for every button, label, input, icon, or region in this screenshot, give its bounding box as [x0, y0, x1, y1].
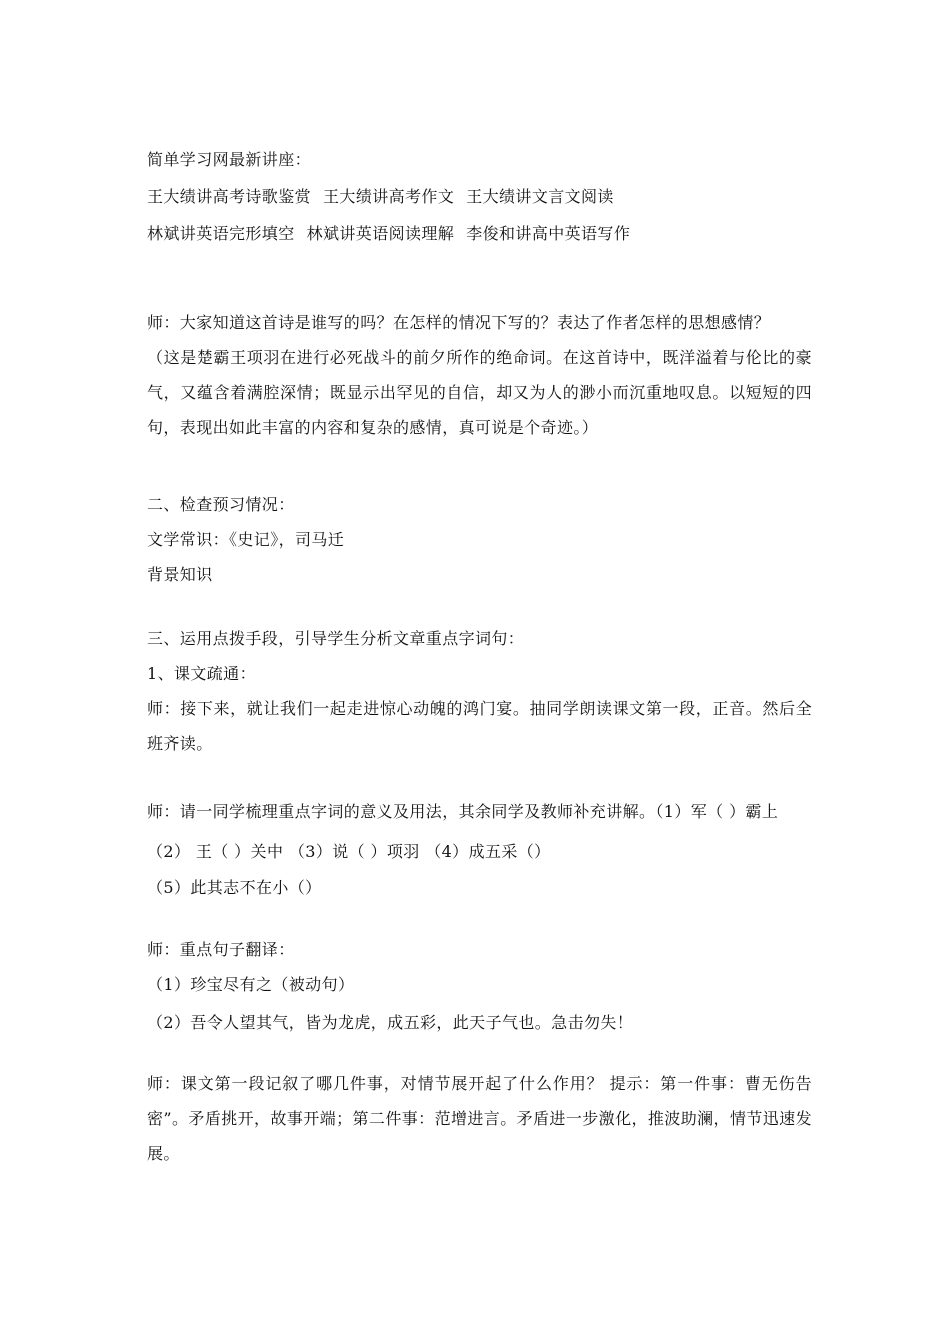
- lecture-link-poetry[interactable]: 王大绩讲高考诗歌鉴赏: [147, 187, 312, 206]
- subsection-1-heading: 1、课文疏通：: [147, 664, 256, 683]
- lecture-header: 简单学习网最新讲座：: [147, 150, 312, 169]
- teacher-paragraph-2-line-2: （2） 王（ ）关中 （3）说（ ）项羽 （4）成五采（）: [147, 842, 551, 861]
- intro-question: 师：大家知道这首诗是谁写的吗？在怎样的情况下写的？表达了作者怎样的思想感情？: [147, 313, 771, 332]
- section-3-heading: 三、运用点拨手段，引导学生分析文章重点字词句：: [147, 629, 525, 648]
- lecture-link-english-reading[interactable]: 林斌讲英语阅读理解: [306, 224, 455, 243]
- background-knowledge: 背景知识: [147, 565, 213, 584]
- section-2-heading: 二、检查预习情况：: [147, 495, 295, 514]
- lecture-link-english-writing[interactable]: 李俊和讲高中英语写作: [466, 224, 631, 243]
- teacher-paragraph-2-line-3: （5）此其志不在小（）: [147, 878, 322, 897]
- lecture-link-composition[interactable]: 王大绩讲高考作文: [323, 187, 455, 206]
- lecture-link-classical-reading[interactable]: 王大绩讲文言文阅读: [466, 187, 614, 206]
- teacher-paragraph-3: 师：课文第一段记叙了哪几件事，对情节展开起了什么作用？ 提示：第一件事：曹无伤告密”。矛盾挑开，故事开端；第二件事：范增进言。矛盾进一步激化，推波助澜，情节迅速发展。: [147, 1074, 812, 1163]
- lecture-row-1: [147, 185, 817, 209]
- lecture-row-2: [147, 222, 817, 246]
- translation-heading: 师：重点句子翻译：: [147, 940, 295, 959]
- intro-answer: （这是楚霸王项羽在进行必死战斗的前夕所作的绝命词。在这首诗中，既洋溢着与伦比的豪气，又蕴含着满腔深情；既显示出罕见的自信，却又为人的渺小而沉重地叹息。以短短的四句，表现出如此丰富的内容和复杂的感情，真可说是个奇迹。）: [147, 348, 812, 437]
- teacher-paragraph-1: 师：接下来，就让我们一起走进惊心动魄的鸿门宴。抽同学朗读课文第一段，正音。然后全班齐读。: [147, 699, 812, 753]
- literature-knowledge: 文学常识：《史记》，司马迁: [147, 530, 345, 549]
- translation-item-1: （1）珍宝尽有之（被动句）: [147, 975, 355, 994]
- translation-item-2: （2）吾令人望其气，皆为龙虎，成五彩，此天子气也。急击勿失！: [147, 1013, 634, 1032]
- teacher-paragraph-2-line-1: 师：请一同学梳理重点字词的意义及用法，其余同学及教师补充讲解。（1）军（ ）霸上: [147, 802, 779, 821]
- lecture-link-cloze[interactable]: 林斌讲英语完形填空: [147, 224, 295, 243]
